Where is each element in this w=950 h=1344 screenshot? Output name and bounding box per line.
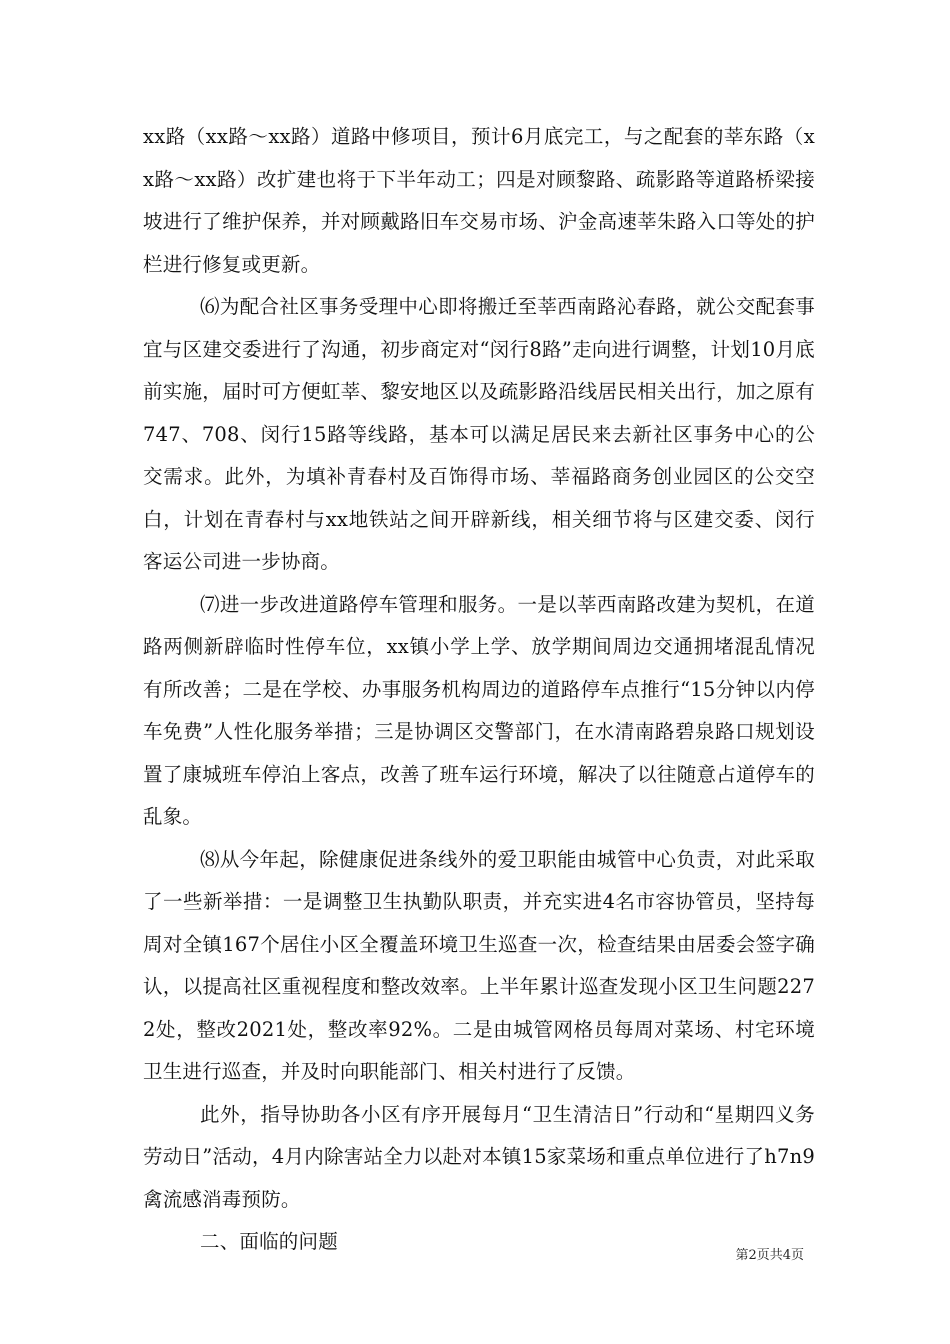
section-heading: 二、面临的问题 [200, 1230, 338, 1253]
page-number-footer: 第2页共4页 [735, 1248, 804, 1263]
paragraph-5: 此外，指导协助各小区有序开展每月“卫生清洁日”行动和“星期四义务劳动日”活动，4月内除害站全力以赴对本镇15家菜场和重点单位进行了h7n9禽流感消毒预防。 [143, 1102, 815, 1211]
paragraph-4: ⑻从今年起，除健康促进条线外的爱卫职能由城管中心负责，对此采取了一些新举措：一是调整卫生执勤队职责，并充实进4名市容协管员，坚持每周对全镇167个居住小区全覆盖环境卫生巡查一次，检查结果由居委会签字确认，以提高社区重视程度和整改效率。上半年累计巡查发现小区卫生问题2272处，整改2021处，整改率92%。二是由城管网格员每周对菜场、村宅环境卫生进行巡查，并及时向职能部门、相关村进行了反馈。 [143, 847, 815, 1083]
paragraph-1: xx路（xx路～xx路）道路中修项目，预计6月底完工，与之配套的莘东路（xx路～xx路）改扩建也将于下半年动工；四是对顾黎路、疏影路等道路桥梁接坡进行了维护保养，并对顾戴路旧车交易市场、沪金高速莘朱路入口等处的护栏进行修复或更新。 [143, 125, 815, 276]
document-body [143, 116, 815, 1264]
paragraph-3: ⑺进一步改进道路停车管理和服务。一是以莘西南路改建为契机，在道路两侧新辟临时性停车位，xx镇小学上学、放学期间周边交通拥堵混乱情况有所改善；二是在学校、办事服务机构周边的道路停车点推行“15分钟以内停车免费”人性化服务举措；三是协调区交警部门，在水清南路碧泉路口规划设置了康城班车停泊上客点，改善了班车运行环境，解决了以往随意占道停车的乱象。 [143, 592, 815, 828]
paragraph-2: ⑹为配合社区事务受理中心即将搬迁至莘西南路沁春路，就公交配套事宜与区建交委进行了沟通，初步商定对“闵行8路”走向进行调整，计划10月底前实施，届时可方便虹莘、黎安地区以及疏影路沿线居民相关出行，加之原有747、708、闵行15路等线路，基本可以满足居民来去新社区事务中心的公交需求。此外，为填补青春村及百饰得市场、莘福路商务创业园区的公交空白，计划在青春村与xx地铁站之间开辟新线，相关细节将与区建交委、闵行客运公司进一步协商。 [143, 295, 815, 573]
